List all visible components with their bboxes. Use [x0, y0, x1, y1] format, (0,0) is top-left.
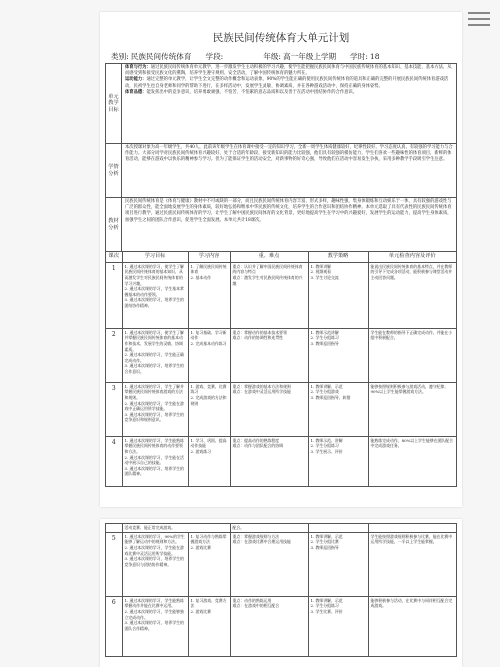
learners-section — [106, 144, 456, 198]
material-content: 民族民间传统体育是《体育与健康》教材中不可或缺的一部分，而且民族民间传统体育内容丰富、形式多样，趣味性强，集身体锻炼和互动娱乐于一体，具有较强的游戏性与广泛的群众性，能全面地发展学生的身体素质，较好地弘扬和继承中华民族的传统文化，培养学生的合作意识和团结协作精神。本单元选取了具有代表性的民族民间传统体育项目进行教学，通过民族民间传统体育的学习，让学生了解中国民族民间体育的文化背景，更好地提高学生在学习中的兴趣爱好，发展学生的运动能力，提高学生身体素质，加强学生之间的团队合作意识，促进学生全面发展。本单元共计18课次。 — [125, 199, 452, 223]
plan-grid-continued — [105, 523, 457, 657]
header-strategy: 教学策略 — [308, 252, 368, 262]
document-page-1 — [100, 12, 462, 507]
table-row: 2 1. 通过本次课的学习，使学生了解并掌握民族民间传统体育的基本动作和技术，发展学生的灵敏、协调素质。 2. 通过本次课的学习，学生能正确完成动作。 3. 通过本次课的学习，培养学生的合作意识。 1. 复习基础、学习新动作 2. 完成基本动作练习 重点：掌握动作的基本技术要领 难点：动作的协调性和连贯性 1. 教师示范讲解 2. 学生分组练习 3. 教师巡回指导 学生能在教师的指导下正确完成动作，并能在小组中积极配合。 — [106, 328, 456, 382]
header-goals: 学习目标 — [122, 252, 188, 262]
learners-label: 学情分析 — [106, 144, 122, 197]
table-row: 5 1. 通过本次课的学习，90%的学生能够了解运动中的规则和方法。 2. 通过本次课的学习，学生能在游戏比赛中灵活运用所学技能。 3. 通过本次课的学习，培养学生的竞争意识与团结协作精神。 1. 复习动作与熟练掌握游戏方法 2. 游戏比赛 重点：掌握游戏规则与方法 难点：在游戏比赛中合理运用技能 1. 教师讲解、示范 2. 学生分组比赛 3. 教师巡回指导 学生能按照游戏规则积极参与比赛，能在比赛中运用所学技能，一半以上学生能掌握。 — [106, 532, 456, 596]
header-lesson: 课次 — [106, 252, 122, 262]
grade-value: 高一年级上学期 — [283, 52, 337, 61]
learners-content: 本次授课对象为高一年级学生，共40人，此前该年级学生在体育课中接受一定的知识学习，全新一周学生体质健康较好，纪律性较好，学习态度认真，有较强的学习能力与合作能力。大部分同学对民族民间传统体育兴趣较好，处于合适的年龄段，接受新知识的能力比较强，他们具有较强的模仿能力，学生们喜欢一些趣味性的体育项目，新鲜的体育活动，能够在游戏中以快乐的精神参与学习。但为了能保证学生的活动安全，对新事物的好奇心强，导致他们在活动中容易发生争执，采用多种教学手段吸引学生注意。 — [125, 145, 453, 163]
lesson-table-continued — [106, 524, 456, 657]
category-value: 民族民间传统体育 — [130, 52, 192, 61]
table-row: 1 1. 通过本次课的学习，使学生了解民族民间传统体育的基本知识，从而激发学生对民族民间传统体育的学习兴趣。 2. 通过本次课的学习，学生基本掌握基本的动作要领。 3. 通过本次课的学习，培养学生的团结协作精神。 1. 了解民族民间传统体育 2. 基本动作 重点：认识并了解中国民族民间传统体育的内容与特点 难点：激发学生对民族民间传统体育的兴趣 1. 教师讲解 2. 视频观看 3. 学生讨论交流 能说出民族民间传统体育的基本特点，并在教师的引导下完成各项活动，能积极参与课堂活动并主动回答问题。 — [106, 262, 456, 328]
material-section — [106, 198, 456, 252]
meta-row — [105, 50, 457, 64]
plan-grid — [105, 64, 457, 487]
table-row: 活动竞赛、能正常完成游戏。 配合。 — [106, 524, 456, 532]
goals-section — [106, 64, 456, 144]
semester-label: 学段: — [205, 52, 224, 61]
table-row: 3 1. 通过本次课的学习，学生了解并掌握民族民间传统体育游戏的方法和规则。 2. 通过本次课的学习，学生能在游戏中正确运用所学技能。 3. 通过本次课的学习，培养学生的竞争意识和规则意识。 1. 游戏、竞赛、比赛练习 2. 完成游戏的方法和规则 重点：掌握游戏的基本方法和规则 难点：在游戏中灵活运用所学技能 1. 教师讲解、示范 2. 学生分组游戏 3. 教师巡回指导、纠错 能够按照规则积极参与游戏活动，遵守纪律，90%以上学生能掌握游戏方法。 — [106, 382, 456, 436]
hours-label: 学时: — [350, 52, 368, 61]
table-row: 6 1. 通过本次课的学习，学生能熟练掌握动作并能在比赛中运用。 2. 通过本次课的学习，学生能够独立完成动作。 3. 通过本次课的学习，培养学生的团队合作精神。 1. 复习游戏、竞赛方法 2. 游戏比赛 重点：动作的熟练运用 难点：在游戏中的相互配合 1. 教师讲解、示范 2. 学生分组练习 3. 学生比赛、评价 能够积极参与活动，在比赛中与同伴相互配合完成游戏。 — [106, 596, 456, 656]
table-row: 4 1. 通过本次课的学习，学生能熟练掌握民族民间传统体育的动作要领和方法。 2. 通过本次课的学习，学生能在活动中展示自己的技能。 3. 通过本次课的学习，培养学生的团队精神。 1. 学习、巩固、提高动作技能 2. 游戏练习 重点：提高动作的熟练程度 难点：动作与团队配合的协调 1. 教师示范、讲解 2. 学生分组练习 3. 学生展示、评价 能熟练完成动作，80%以上学生能够在团队配合中完成游戏任务。 — [106, 436, 456, 486]
header-key-points: 重、难点 — [230, 252, 308, 262]
header-evaluation: 单元检查内容及评价 — [368, 252, 456, 262]
lesson-table — [106, 252, 456, 487]
table-header-row — [106, 252, 456, 262]
header-content: 学习内容 — [188, 252, 230, 262]
material-label: 教材分析 — [106, 198, 122, 251]
document-title: 民族民间传统体育大单元计划 — [212, 32, 350, 44]
goals-content: 体育与行为：通过民族民间传统体育单元教学，进一步激发学生主动积极的学习兴趣，使学生能把握民族民间体育与中国民族传统体育的基本知识、基本技能、基本方法，从而感受到和接受民族文化的熏陶，培养学生遵守规则、安全活动，了解中国传统体育的魅力所在。 运动能力：通过完整的单元教学，让学生全文完整的动作概念和运动表象，90%的学生能正确的使用民族民间传统体育的道具和正确的完整的开展民族民间传统体育游戏活动，民初学生也自身老师和同学的帮助下进行，在多样活动中，发展学生灵敏、协调素质，并在各种游戏活动中，保持正确的身体姿势。 体育品德：能发挥出中的竞争意识，培养勇敢顽强、不怕苦、不怕累的意志品质和以及善于在活动中团结协作的合作意识。 — [125, 65, 452, 95]
category-label: 类别: — [111, 52, 129, 61]
menu-icon[interactable] — [468, 8, 490, 26]
document-page-2 — [100, 519, 462, 667]
grade-label: 年级: — [263, 52, 281, 61]
goals-label: 单元教学目标 — [106, 64, 122, 143]
hours-value: 18 — [369, 52, 380, 61]
